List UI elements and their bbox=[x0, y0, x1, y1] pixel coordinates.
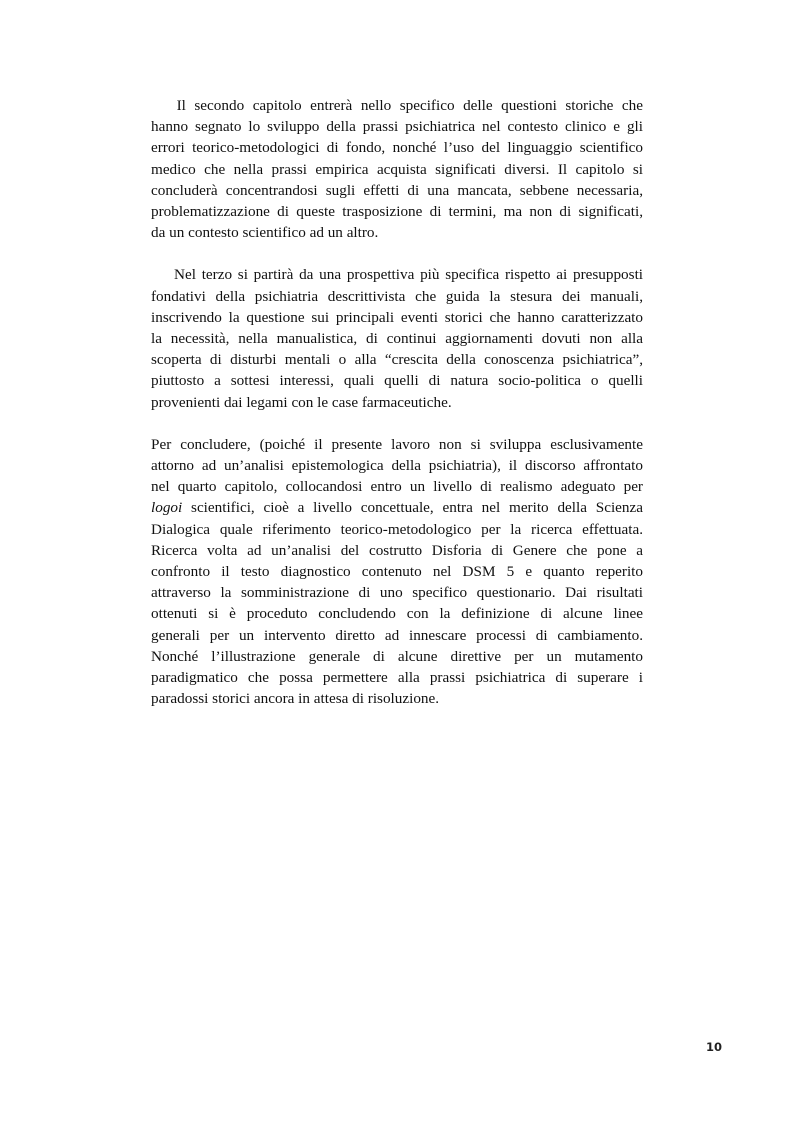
text-line: problematizzazione di queste trasposizione di termini, ma non di significati, bbox=[151, 203, 643, 221]
text-line: logoi scientifici, cioè a livello concettuale, entra nel merito della Scienza bbox=[151, 499, 643, 517]
text-line: Nel terzo si partirà da una prospettiva più specifica rispetto ai presupposti bbox=[174, 266, 644, 284]
text-line: concluderà concentrandosi sugli effetti di una mancata, sebbene necessaria, bbox=[151, 181, 643, 199]
text-line: Per concludere, (poiché il presente lavoro non si sviluppa esclusivamente bbox=[151, 435, 643, 453]
text-line: Dialogica quale riferimento teorico-metodologico per la ricerca effettuata. bbox=[151, 520, 643, 538]
text-line: Il secondo capitolo entrerà nello specifico delle questioni storiche che bbox=[176, 97, 644, 114]
paragraph-1 bbox=[151, 95, 643, 243]
italic-term: logoi bbox=[151, 499, 183, 517]
paragraph-3 bbox=[151, 434, 643, 710]
text-line: paradossi storici ancora in attesa di risoluzione. bbox=[151, 690, 440, 708]
text-line: hanno segnato lo sviluppo della prassi psichiatrica nel contesto clinico e gli bbox=[151, 118, 643, 136]
paragraph-spacer bbox=[151, 413, 643, 434]
text-line: nel quarto capitolo, collocandosi entro un livello di realismo adeguato per bbox=[151, 478, 643, 496]
text-line: fondativi della psichiatria descrittivista che guida la stesura dei manuali, bbox=[151, 287, 643, 305]
page-number: 10 bbox=[705, 1040, 722, 1054]
text-line: paradigmatico che possa permettere alla prassi psichiatrica di superare i bbox=[151, 669, 643, 687]
text-line: da un contesto scientifico ad un altro. bbox=[151, 224, 379, 242]
text-line: attorno ad un’analisi epistemologica della psichiatria), il discorso affrontato bbox=[151, 457, 643, 475]
text-line: piuttosto a sottesi interessi, quali quelli di natura socio-politica o quelli bbox=[151, 372, 643, 390]
body-text bbox=[151, 95, 643, 709]
text-line: provenienti dai legami con le case farmaceutiche. bbox=[151, 393, 452, 411]
text-line: Ricerca volta ad un’analisi del costrutto Disforia di Genere che pone a bbox=[151, 541, 643, 559]
text-line: errori teorico-metodologici di fondo, nonché l’uso del linguaggio scientifico bbox=[151, 139, 643, 157]
text-line: medico che nella prassi empirica acquista significati diversi. Il capitolo si bbox=[151, 160, 643, 178]
text-line: la necessità, nella manualistica, di continui aggiornamenti dovuti non alla bbox=[151, 330, 643, 348]
text-line: attraverso la somministrazione di uno specifico questionario. Dai risultati bbox=[151, 584, 643, 602]
text-line: confronto il testo diagnostico contenuto nel DSM 5 e quanto reperito bbox=[151, 563, 643, 581]
text-line: Nonché l’illustrazione generale di alcune direttive per un mutamento bbox=[151, 647, 643, 665]
text-line: generali per un intervento diretto ad innescare processi di cambiamento. bbox=[151, 626, 643, 644]
paragraph-spacer bbox=[151, 243, 643, 264]
text-line: ottenuti si è proceduto concludendo con la definizione di alcune linee bbox=[151, 605, 643, 623]
text-line: inscrivendo la questione sui principali eventi storici che hanno caratterizzato bbox=[151, 308, 643, 326]
text-line: scoperta di disturbi mentali o alla “crescita della conoscenza psichiatrica”, bbox=[151, 351, 643, 369]
paragraph-2 bbox=[151, 264, 643, 412]
